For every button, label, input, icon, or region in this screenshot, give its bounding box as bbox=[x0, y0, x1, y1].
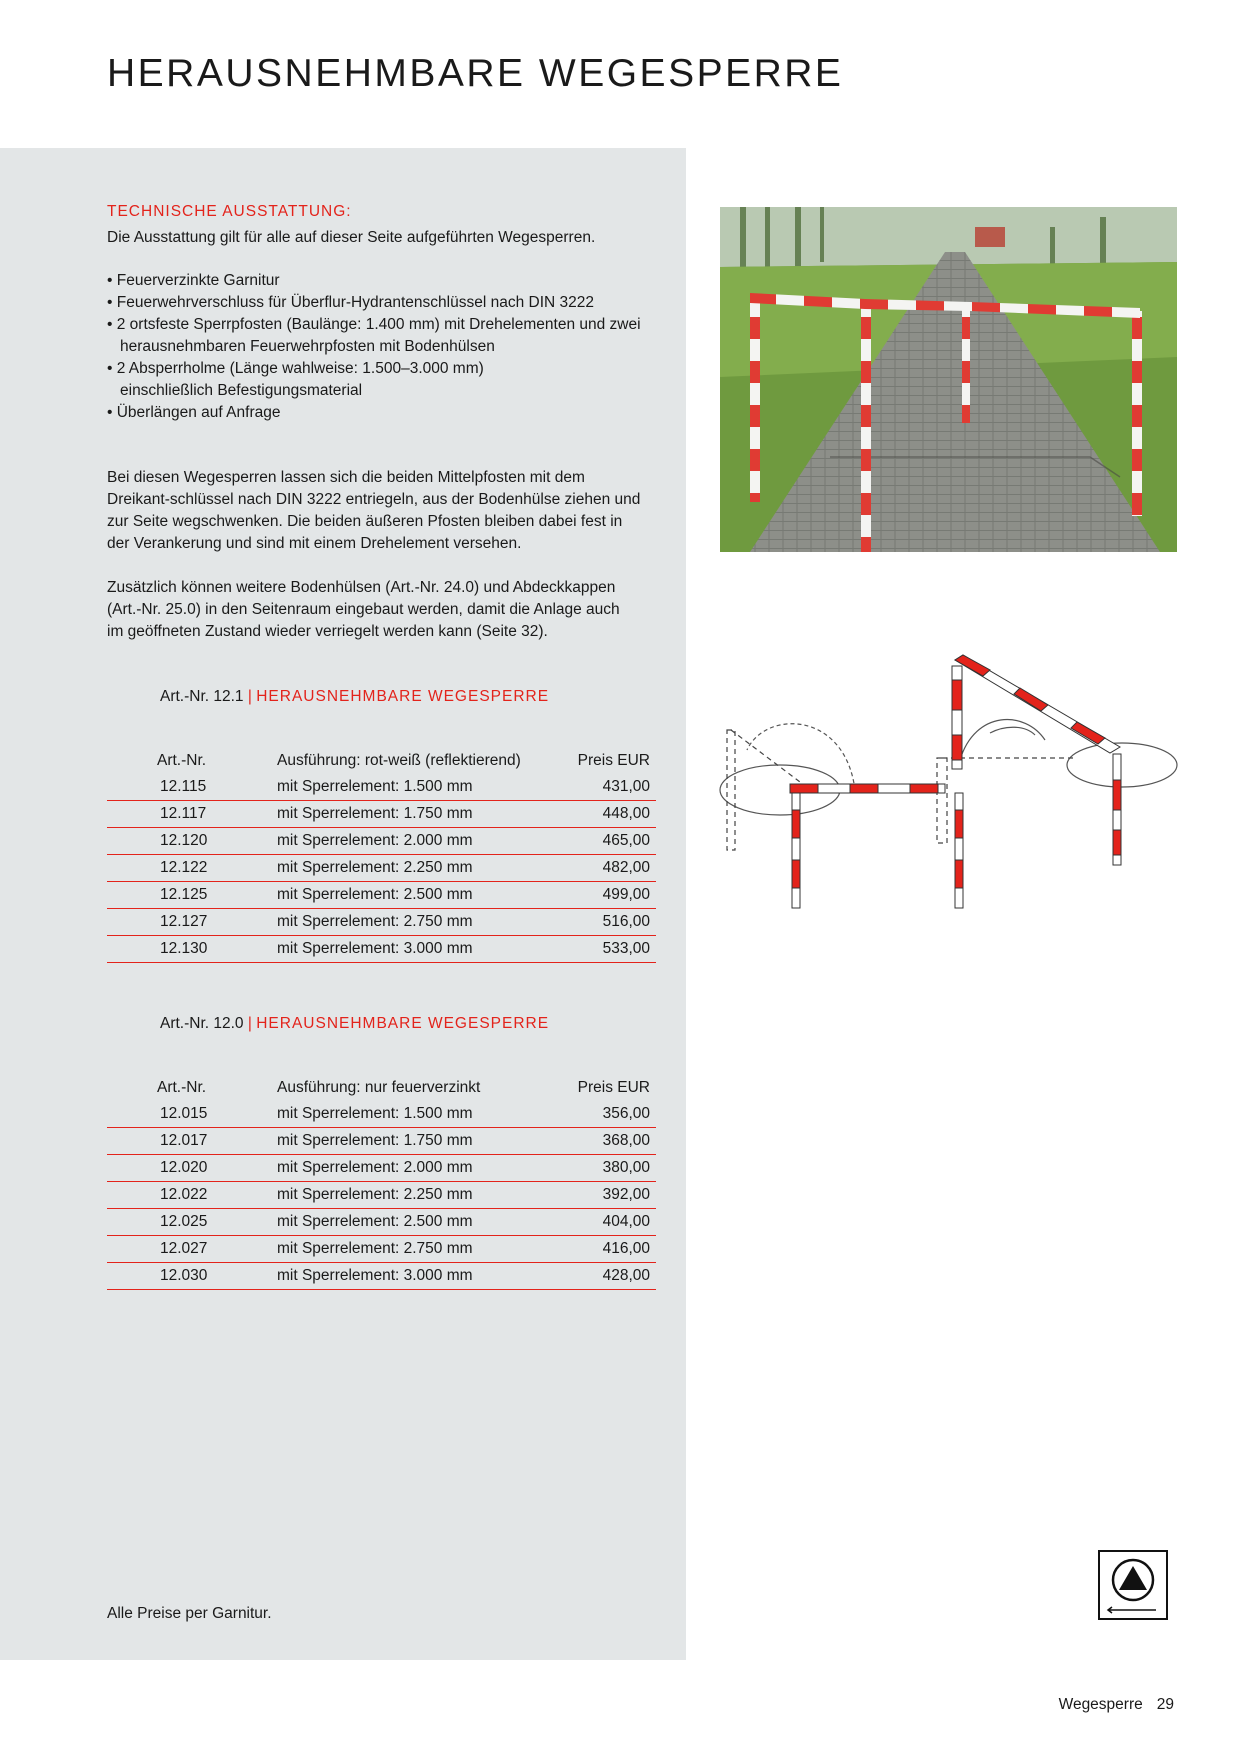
table-row bbox=[107, 1128, 656, 1155]
column-header: Art.-Nr. bbox=[157, 1078, 207, 1096]
art-number-cell: 12.015 bbox=[107, 1101, 277, 1128]
price-cell: 416,00 bbox=[551, 1236, 656, 1263]
table-row bbox=[107, 1182, 656, 1209]
art-number-cell: 12.027 bbox=[107, 1236, 277, 1263]
separator: | bbox=[247, 1015, 252, 1032]
price-cell: 356,00 bbox=[551, 1101, 656, 1128]
table-row bbox=[107, 909, 656, 936]
art-number-cell: 12.020 bbox=[107, 1155, 277, 1182]
art-number-cell: 12.122 bbox=[107, 855, 277, 882]
price-table bbox=[107, 1074, 656, 1290]
product-photo bbox=[720, 207, 1177, 552]
table-row bbox=[107, 801, 656, 828]
footer-note: Alle Preise per Garnitur. bbox=[107, 1605, 272, 1622]
feature-item: • Feuerwehrverschluss für Überflur-Hydrantenschlüssel nach DIN 3222 bbox=[107, 292, 645, 314]
table-row bbox=[107, 1263, 656, 1290]
tech-intro: Die Ausstattung gilt für alle auf dieser Seite aufgeführten Wegesperren. bbox=[107, 229, 596, 246]
price-table bbox=[107, 747, 656, 963]
accessories-paragraph: Zusätzlich können weitere Bodenhülsen (Art.-Nr. 24.0) und Abdeckkappen (Art.-Nr. 25.0) in den Seitenraum eingebaut werden, damit die Anlage auch im geöffneten Zustand wieder verriegelt werden kann (Seite 32). bbox=[107, 579, 620, 640]
variant-cell: mit Sperrelement: 2.750 mm bbox=[277, 1236, 551, 1263]
price-cell: 380,00 bbox=[551, 1155, 656, 1182]
art-number-cell: 12.022 bbox=[107, 1182, 277, 1209]
table-row bbox=[107, 1236, 656, 1263]
product-heading bbox=[160, 1015, 549, 1033]
price-cell: 465,00 bbox=[564, 828, 656, 855]
column-header: Art.-Nr. bbox=[157, 751, 207, 769]
art-number-cell: 12.017 bbox=[107, 1128, 277, 1155]
art-number-cell: 12.025 bbox=[107, 1209, 277, 1236]
feature-item: • Überlängen auf Anfrage bbox=[107, 402, 645, 424]
variant-cell: mit Sperrelement: 1.500 mm bbox=[277, 774, 564, 801]
description-paragraph: Bei diesen Wegesperren lassen sich die beiden Mittelpfosten mit dem Dreikant-schlüssel nach DIN 3222 entriegeln, aus der Bodenhülse ziehen und zur Seite wegschwenken. Die beiden äußeren Pfosten bleiben dabei fest in der Verankerung und sind mit einem Drehelement versehen. bbox=[107, 469, 641, 552]
variant-cell: mit Sperrelement: 1.750 mm bbox=[277, 1128, 551, 1155]
table-row bbox=[107, 1101, 656, 1128]
price-cell: 428,00 bbox=[551, 1263, 656, 1290]
price-cell: 404,00 bbox=[551, 1209, 656, 1236]
variant-cell: mit Sperrelement: 3.000 mm bbox=[277, 936, 564, 963]
table-row bbox=[107, 828, 656, 855]
variant-cell: mit Sperrelement: 2.250 mm bbox=[277, 855, 564, 882]
price-cell: 368,00 bbox=[551, 1128, 656, 1155]
variant-cell: mit Sperrelement: 2.000 mm bbox=[277, 828, 564, 855]
table-row bbox=[107, 882, 656, 909]
feature-item: • 2 ortsfeste Sperrpfosten (Baulänge: 1.400 mm) mit Drehelementen und zwei herausnehmbaren Feuerwehrpfosten mit Bodenhülsen bbox=[107, 314, 645, 358]
variant-cell: mit Sperrelement: 2.250 mm bbox=[277, 1182, 551, 1209]
variant-cell: mit Sperrelement: 1.500 mm bbox=[277, 1101, 551, 1128]
price-cell: 392,00 bbox=[551, 1182, 656, 1209]
column-header: Ausführung: rot-weiß (reflektierend) bbox=[277, 751, 521, 769]
page-title: HERAUSNEHMBARE WEGESPERRE bbox=[107, 52, 844, 95]
variant-cell: mit Sperrelement: 2.750 mm bbox=[277, 909, 564, 936]
variant-cell: mit Sperrelement: 2.500 mm bbox=[277, 1209, 551, 1236]
separator: | bbox=[247, 688, 252, 705]
feature-item: • Feuerverzinkte Garnitur bbox=[107, 270, 645, 292]
variant-cell: mit Sperrelement: 1.750 mm bbox=[277, 801, 564, 828]
price-cell: 482,00 bbox=[564, 855, 656, 882]
column-header: Ausführung: nur feuerverzinkt bbox=[277, 1078, 481, 1096]
table-row bbox=[107, 1155, 656, 1182]
table-row bbox=[107, 774, 656, 801]
product-name: HERAUSNEHMBARE WEGESPERRE bbox=[256, 688, 550, 705]
section-name: Wegesperre bbox=[1058, 1696, 1143, 1713]
page-number: 29 bbox=[1156, 1696, 1174, 1713]
table-row bbox=[107, 855, 656, 882]
product-art-number: Art.-Nr. 12.1 bbox=[160, 688, 244, 705]
column-header: Preis EUR bbox=[577, 1078, 650, 1096]
price-cell: 499,00 bbox=[564, 882, 656, 909]
variant-cell: mit Sperrelement: 2.000 mm bbox=[277, 1155, 551, 1182]
tech-heading: TECHNISCHE AUSSTATTUNG: bbox=[107, 203, 352, 220]
feature-list bbox=[107, 270, 645, 424]
art-number-cell: 12.120 bbox=[107, 828, 277, 855]
page-folio bbox=[1059, 1696, 1174, 1714]
table-row bbox=[107, 936, 656, 963]
art-number-cell: 12.030 bbox=[107, 1263, 277, 1290]
art-number-cell: 12.125 bbox=[107, 882, 277, 909]
variant-cell: mit Sperrelement: 3.000 mm bbox=[277, 1263, 551, 1290]
art-number-cell: 12.117 bbox=[107, 801, 277, 828]
product-name: HERAUSNEHMBARE WEGESPERRE bbox=[256, 1015, 550, 1032]
function-diagram bbox=[705, 650, 1200, 920]
art-number-cell: 12.130 bbox=[107, 936, 277, 963]
product-heading bbox=[160, 688, 549, 706]
price-cell: 448,00 bbox=[564, 801, 656, 828]
feature-item: • 2 Absperrholme (Länge wahlweise: 1.500–3.000 mm) einschließlich Befestigungsmaterial bbox=[107, 358, 540, 402]
price-cell: 431,00 bbox=[564, 774, 656, 801]
hydrant-key-triangle-icon bbox=[1098, 1550, 1168, 1620]
price-cell: 516,00 bbox=[564, 909, 656, 936]
art-number-cell: 12.127 bbox=[107, 909, 277, 936]
product-art-number: Art.-Nr. 12.0 bbox=[160, 1015, 244, 1032]
variant-cell: mit Sperrelement: 2.500 mm bbox=[277, 882, 564, 909]
art-number-cell: 12.115 bbox=[107, 774, 277, 801]
price-cell: 533,00 bbox=[564, 936, 656, 963]
column-header: Preis EUR bbox=[577, 751, 650, 769]
table-row bbox=[107, 1209, 656, 1236]
